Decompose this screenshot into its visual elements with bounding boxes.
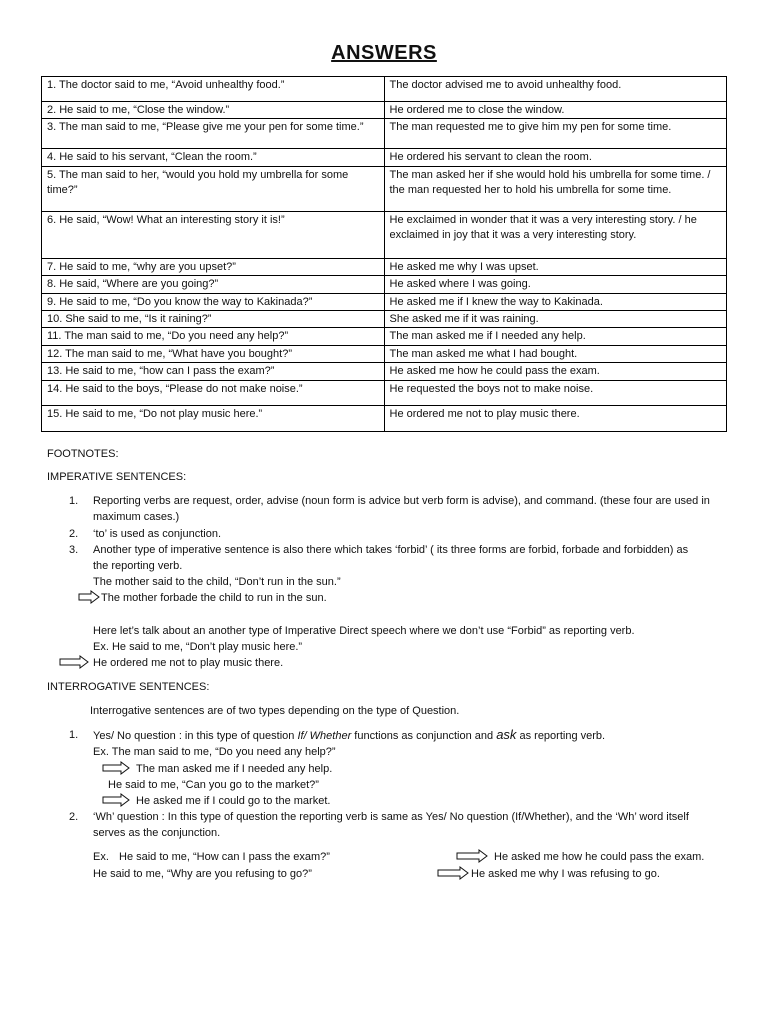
direct-speech-cell: 15. He said to me, “Do not play music here.” [42, 405, 385, 431]
direct-speech-cell: 3. The man said to me, “Please give me your pen for some time.” [42, 119, 385, 149]
interrogative-wh-ex2-indirect: He asked me why I was refusing to go. [471, 868, 660, 880]
indirect-speech-cell: He asked where I was going. [384, 276, 727, 293]
interrogative-ex1-direct: Ex. The man said to me, “Do you need any help?” [93, 746, 336, 758]
interrogative-ex2-indirect: He asked me if I could go to the market. [136, 795, 331, 807]
direct-speech-cell: 7. He said to me, “why are you upset?” [42, 258, 385, 275]
imperative-item-1-text: Reporting verbs are request, order, advise (noun form is advice but verb form is advise), and command. (these four are used in maximum cases.) [93, 495, 710, 523]
table-row [42, 276, 727, 293]
indirect-speech-cell: He asked me how he could pass the exam. [384, 363, 727, 380]
direct-speech-cell: 14. He said to the boys, “Please do not make noise.” [42, 380, 385, 405]
imperative-item-3-num: 3. [69, 544, 79, 556]
table-row [42, 211, 727, 258]
table-row [42, 119, 727, 149]
interrogative-wh-ex2-direct: He said to me, “Why are you refusing to go?” [93, 868, 312, 880]
imperative-item-1-num: 1. [69, 495, 79, 507]
direct-speech-cell: 4. He said to his servant, “Clean the room.” [42, 149, 385, 166]
table-row [42, 149, 727, 166]
imperative-note-example-indirect: He ordered me not to play music there. [93, 657, 284, 669]
indirect-speech-cell: He asked me if I knew the way to Kakinada. [384, 293, 727, 310]
interrogative-wh-ex1-indirect: He asked me how he could pass the exam. [494, 851, 705, 863]
direct-speech-cell: 10. She said to me, “Is it raining?” [42, 311, 385, 328]
indirect-speech-cell: The man asked me what I had bought. [384, 345, 727, 362]
direct-speech-cell: 9. He said to me, “Do you know the way to Kakinada?” [42, 293, 385, 310]
direct-speech-cell: 5. The man said to her, “would you hold my umbrella for some time?” [42, 166, 385, 211]
indirect-speech-cell: He asked me why I was upset. [384, 258, 727, 275]
direct-speech-cell: 1. The doctor said to me, “Avoid unhealthy food.” [42, 77, 385, 102]
interrogative-heading: INTERROGATIVE SENTENCES: [47, 681, 210, 693]
interrogative-item-1-num: 1. [69, 729, 79, 741]
answers-table [41, 76, 727, 432]
imperative-note-example-direct: Ex. He said to me, “Don’t play music here.” [93, 641, 303, 653]
imperative-item-3-text: Another type of imperative sentence is also there which takes ‘forbid’ ( its three forms are forbid, forbade and forbidden) as the reporting verb. [93, 544, 689, 572]
imperative-example-direct: The mother said to the child, “Don’t run in the sun.” [93, 576, 341, 588]
table-row [42, 328, 727, 345]
table-row [42, 258, 727, 275]
imperative-heading: IMPERATIVE SENTENCES: [47, 471, 187, 483]
table-row [42, 102, 727, 119]
interrogative-item-1-text: Yes/ No question : in this type of question If/ Whether functions as conjunction and ask as reporting verb. [93, 727, 606, 742]
interrogative-intro: Interrogative sentences are of two types depending on the type of Question. [90, 705, 460, 717]
direct-speech-cell: 8. He said, “Where are you going?” [42, 276, 385, 293]
direct-speech-cell: 6. He said, “Wow! What an interesting story it is!” [42, 211, 385, 258]
table-row [42, 77, 727, 102]
table-row [42, 345, 727, 362]
right-arrow-icon [102, 761, 130, 775]
right-arrow-icon [456, 849, 488, 863]
interrogative-item-2-num: 2. [69, 811, 79, 823]
interrogative-ex2-direct: He said to me, “Can you go to the market?” [108, 779, 319, 791]
table-row [42, 311, 727, 328]
indirect-speech-cell: The man asked me if I needed any help. [384, 328, 727, 345]
right-arrow-icon [437, 866, 469, 880]
table-row [42, 293, 727, 310]
page-title: ANSWERS [331, 42, 437, 64]
right-arrow-icon [59, 655, 89, 669]
indirect-speech-cell: The man asked her if she would hold his umbrella for some time. / the man requested her to hold his umbrella for some time. [384, 166, 727, 211]
indirect-speech-cell: He ordered me not to play music there. [384, 405, 727, 431]
indirect-speech-cell: He ordered me to close the window. [384, 102, 727, 119]
right-arrow-icon [102, 793, 130, 807]
interrogative-wh-ex1-direct: He said to me, “How can I pass the exam?” [119, 851, 330, 863]
imperative-note: Here let’s talk about an another type of Imperative Direct speech where we don’t use “Forbid” as reporting verb. [93, 625, 635, 637]
indirect-speech-cell: He ordered his servant to clean the room. [384, 149, 727, 166]
indirect-speech-cell: The doctor advised me to avoid unhealthy food. [384, 77, 727, 102]
direct-speech-cell: 2. He said to me, “Close the window.” [42, 102, 385, 119]
direct-speech-cell: 11. The man said to me, “Do you need any help?” [42, 328, 385, 345]
direct-speech-cell: 13. He said to me, “how can I pass the exam?” [42, 363, 385, 380]
imperative-example-indirect: The mother forbade the child to run in the sun. [101, 592, 327, 604]
table-row [42, 363, 727, 380]
direct-speech-cell: 12. The man said to me, “What have you bought?” [42, 345, 385, 362]
imperative-item-2-num: 2. [69, 528, 79, 540]
indirect-speech-cell: The man requested me to give him my pen for some time. [384, 119, 727, 149]
interrogative-ex-label: Ex. [93, 851, 109, 863]
interrogative-ex1-indirect: The man asked me if I needed any help. [136, 763, 333, 775]
interrogative-item-2-text: ‘Wh’ question : In this type of question the reporting verb is same as Yes/ No question (If/Whether), and the ‘Wh’ word itself serves as the conjunction. [93, 811, 689, 839]
table-row [42, 380, 727, 405]
imperative-item-2-text: ‘to’ is used as conjunction. [93, 528, 221, 540]
table-row [42, 405, 727, 431]
indirect-speech-cell: He exclaimed in wonder that it was a very interesting story. / he exclaimed in joy that it was a very interesting story. [384, 211, 727, 258]
indirect-speech-cell: She asked me if it was raining. [384, 311, 727, 328]
table-row [42, 166, 727, 211]
right-arrow-icon [78, 590, 100, 604]
indirect-speech-cell: He requested the boys not to make noise. [384, 380, 727, 405]
footnotes-heading: FOOTNOTES: [47, 448, 119, 460]
